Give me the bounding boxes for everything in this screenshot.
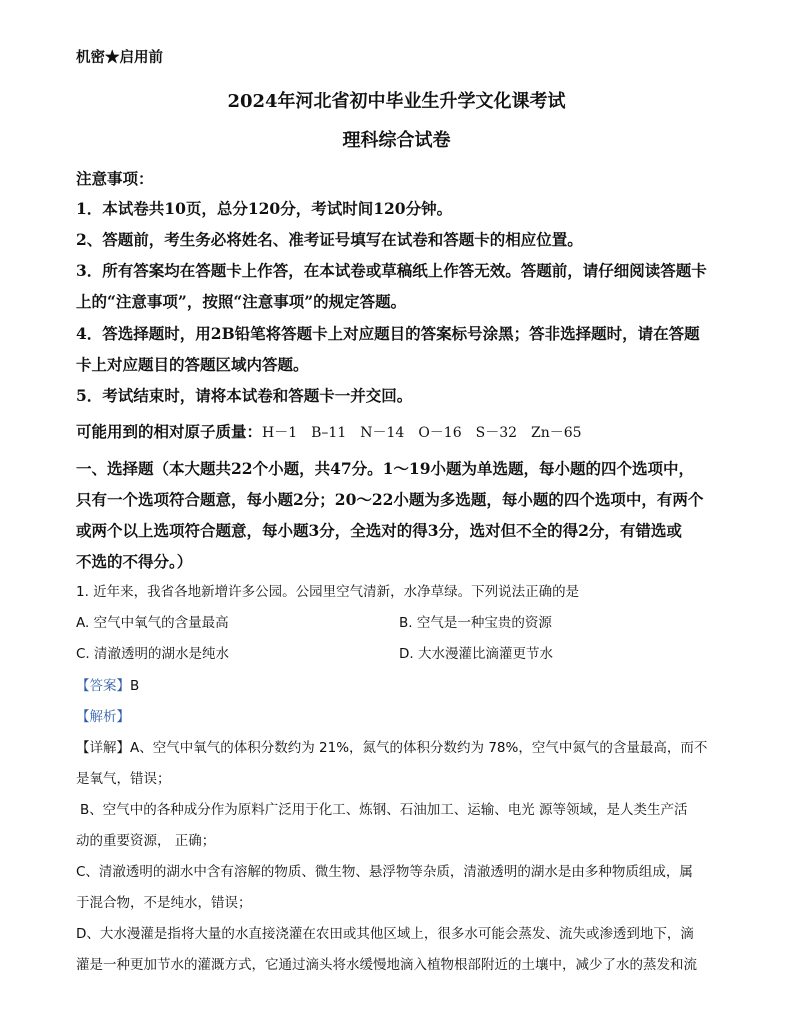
section1-line-4: 不选的不得分。） — [76, 552, 193, 571]
atomic-mass-label: 可能用到的相对原子质量： — [76, 422, 263, 441]
detail-line-4b: 灌是一种更加节水的灌溉方式，它通过滴头将水缓慢地滴入植物根部附近的土壤中，减少了水的蒸发和流 — [76, 957, 697, 973]
mass-h: H－1 — [262, 425, 298, 441]
detail-line-3a: C、清澈透明的湖水中含有溶解的物质、微生物、悬浮物等杂质，清澈透明的湖水是由多种物质组成，属 — [76, 864, 693, 880]
detail-line-4a: D、大水漫灌是指将大量的水直接浇灌在农田或其他区域上，很多水可能会蒸发、流失或渗透到地下，滴 — [76, 926, 694, 942]
note-3a: 3．所有答案均在答题卡上作答，在本试卷或草稿纸上作答无效。答题前，请仔细阅读答题卡 — [76, 261, 707, 280]
section1-line-2: 只有一个选项符合题意，每小题2分；20～22小题为多选题，每小题的四个选项中，有两个 — [76, 490, 704, 509]
q1-option-c: C. 清澈透明的湖水是纯水 — [76, 646, 230, 662]
detail-label: 【详解】 — [76, 740, 130, 756]
note-3b: 上的“注意事项”，按照“注意事项”的规定答题。 — [76, 292, 407, 311]
answer-label: 【答案】 — [76, 678, 130, 694]
detail-line-1b: 是氧气，错误； — [76, 771, 171, 787]
analysis-label: 【解析】 — [76, 709, 130, 725]
mass-zn: Zn－65 — [531, 425, 582, 441]
detail-line-1a — [76, 742, 707, 756]
section1-line-1: 一、选择题（本大题共22个小题，共47分。1～19小题为单选题，每小题的四个选项中， — [76, 459, 694, 478]
q1-answer — [76, 680, 139, 694]
q1-option-d: D. 大水漫灌比滴灌更节水 — [399, 646, 553, 662]
detail-line-3b: 于混合物，不是纯水，错误； — [76, 895, 252, 911]
note-1: 1．本试卷共10页，总分120分，考试时间120分钟。 — [76, 199, 453, 218]
note-5: 5．考试结束时，请将本试卷和答题卡一并交回。 — [76, 386, 413, 405]
atomic-mass-line — [76, 424, 596, 440]
page-subtitle: 理科综合试卷 — [342, 130, 451, 151]
confidential-mark: 机密★启用前 — [76, 49, 163, 66]
detail-text-1a: A、空气中氧气的体积分数约为 21%，氮气的体积分数约为 78%，空气中氮气的含量最高，而不 — [130, 740, 708, 756]
detail-line-2a: B、空气中的各种成分作为原料广泛用于化工、炼钢、石油加工、运输、电光 源等领域，是人类生产活 — [80, 802, 688, 818]
section1-line-3: 或两个以上选项符合题意，每小题3分，全选对的得3分，选对但不全的得2分，有错选或 — [76, 521, 682, 540]
answer-value: B — [130, 678, 140, 694]
detail-line-2b: 动的重要资源， 正确； — [76, 833, 216, 849]
mass-n: N－14 — [360, 425, 405, 441]
note-4a: 4．答选择题时，用2B铅笔将答题卡上对应题目的答案标号涂黑；答非选择题时，请在答题 — [76, 324, 700, 343]
mass-o: O－16 — [418, 425, 462, 441]
notes-heading: 注意事项： — [76, 169, 154, 188]
page-title: 2024年河北省初中毕业生升学文化课考试 — [227, 91, 566, 112]
mass-b: B–11 — [311, 425, 347, 441]
mass-s: S－32 — [475, 425, 518, 441]
note-4b: 卡上对应题目的答题区域内答题。 — [76, 355, 309, 374]
note-2: 2、答题前，考生务必将姓名、准考证号填写在试卷和答题卡的相应位置。 — [76, 230, 583, 249]
q1-option-a: A. 空气中氧气的含量最高 — [76, 615, 229, 631]
q1-stem: 1. 近年来，我省各地新增许多公园。公园里空气清新，水净草绿。下列说法正确的是 — [76, 584, 580, 600]
q1-option-b: B. 空气是一种宝贵的资源 — [399, 615, 552, 631]
